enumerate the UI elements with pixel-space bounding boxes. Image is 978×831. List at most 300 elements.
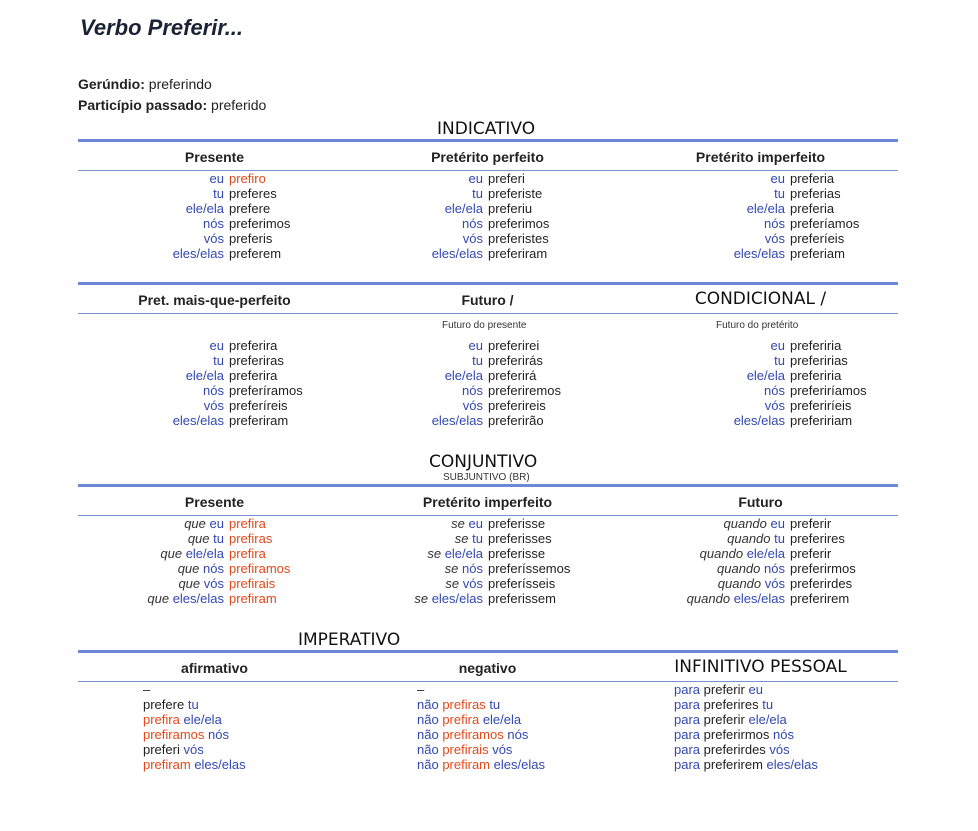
gerund-label: Gerúndio: xyxy=(78,76,145,92)
conjugation-row xyxy=(337,246,610,261)
header-perfeito: Pretérito perfeito xyxy=(431,149,544,165)
pronoun xyxy=(78,171,229,186)
pronoun-text: ele/ela xyxy=(185,546,224,561)
conjugation-row xyxy=(78,591,351,606)
pronoun xyxy=(639,531,790,546)
col-conj-futuro xyxy=(639,516,912,606)
conjugation-row xyxy=(337,216,610,231)
verb-form: preferirão xyxy=(488,413,544,428)
pronoun xyxy=(337,516,488,531)
pronoun xyxy=(78,383,229,398)
conjugation-row xyxy=(78,171,351,186)
header-infinitivo: INFINITIVO PESSOAL xyxy=(674,657,847,677)
pronoun-text: nós xyxy=(203,561,224,576)
verb-form: preferistes xyxy=(488,231,549,246)
conjuntivo-heading: CONJUNTIVO xyxy=(429,452,538,472)
verb-form: preferirdes xyxy=(703,742,766,757)
conjugation-row xyxy=(337,516,610,531)
col-imp-negativo xyxy=(417,682,690,772)
pronoun xyxy=(78,368,229,383)
pronoun-text: eles/elas xyxy=(172,413,224,428)
conjugation-row xyxy=(639,368,912,383)
pronoun xyxy=(78,546,229,561)
verb-form: preferir xyxy=(790,516,832,531)
pronoun xyxy=(78,246,229,261)
pronoun-text: eu xyxy=(468,171,483,186)
pronoun xyxy=(337,413,488,428)
imperative-row xyxy=(143,697,416,712)
conjunction: que xyxy=(187,531,210,546)
pronoun-text: tu xyxy=(489,697,501,712)
conjunction: se xyxy=(427,546,442,561)
pronoun-text: vós xyxy=(462,231,483,246)
conjunction: se xyxy=(444,561,459,576)
conjugation-row xyxy=(78,576,351,591)
pronoun-text: tu xyxy=(774,353,785,368)
page-title: Verbo Preferir... xyxy=(80,15,244,40)
verb-form: prefiramos xyxy=(442,727,504,742)
conjugation-row xyxy=(78,246,351,261)
divider xyxy=(78,650,898,653)
pronoun xyxy=(337,338,488,353)
pronoun xyxy=(639,338,790,353)
conjugation-row xyxy=(337,171,610,186)
conjugation-row xyxy=(78,216,351,231)
pronoun-text: eles/elas xyxy=(172,246,224,261)
header-presente: Presente xyxy=(184,149,245,165)
pronoun-text: nós xyxy=(208,727,230,742)
pronoun-text: eles/elas xyxy=(431,413,483,428)
verb-form: preferem xyxy=(229,246,282,261)
conjugation-row xyxy=(78,398,351,413)
pronoun-text: ele/ela xyxy=(748,712,787,727)
verb-form: prefiro xyxy=(229,171,266,186)
col-conj-presente xyxy=(78,516,351,606)
conjunction: que xyxy=(178,576,201,591)
pronoun-text: nós xyxy=(764,383,785,398)
col-ind-perfeito xyxy=(337,171,610,261)
pronoun-text: eu xyxy=(209,516,224,531)
pronoun xyxy=(337,531,488,546)
header-conj-imperfeito: Pretérito imperfeito xyxy=(422,494,553,510)
conjunction: se xyxy=(454,531,469,546)
negation: não xyxy=(417,712,439,727)
conjunction: que xyxy=(160,546,183,561)
pronoun xyxy=(639,413,790,428)
pronoun-text: ele/ela xyxy=(746,546,785,561)
pronoun-text: eu xyxy=(468,338,483,353)
infinitive-row xyxy=(674,682,947,697)
conjugation-row xyxy=(78,368,351,383)
pronoun xyxy=(78,201,229,216)
pronoun-text: eles/elas xyxy=(493,757,545,772)
pronoun-text: vós xyxy=(764,576,785,591)
conjugation-row xyxy=(639,231,912,246)
sub-futuro-preterito: Futuro do pretérito xyxy=(716,320,799,331)
pronoun-text: nós xyxy=(203,383,224,398)
verb-form: preferíeis xyxy=(790,231,845,246)
verb-form: prefira xyxy=(442,712,480,727)
pronoun xyxy=(639,561,790,576)
conjunction: quando xyxy=(686,591,731,606)
verb-form: preferisse xyxy=(488,516,546,531)
pronoun xyxy=(78,231,229,246)
header-afirmativo: afirmativo xyxy=(181,660,248,676)
verb-form: preferias xyxy=(790,186,841,201)
col-imp-afirmativo xyxy=(143,682,416,772)
preposition: para xyxy=(674,712,701,727)
col-conj-imperfeito xyxy=(337,516,610,606)
verb-form: preferiam xyxy=(790,246,845,261)
verb-form: preferira xyxy=(229,338,278,353)
preposition: para xyxy=(674,757,701,772)
imperative-row xyxy=(143,727,416,742)
conjugation-row xyxy=(78,338,351,353)
col-ind-futuro xyxy=(337,338,610,428)
pronoun-text: tu xyxy=(472,186,483,201)
divider xyxy=(78,282,898,285)
participle-line xyxy=(78,97,266,113)
verb-form: preferimos xyxy=(488,216,550,231)
pronoun xyxy=(78,216,229,231)
divider xyxy=(78,484,898,487)
pronoun-text: eles/elas xyxy=(766,757,818,772)
col-ind-presente xyxy=(78,171,351,261)
verb-form: prefiras xyxy=(442,697,486,712)
verb-form: prefiram xyxy=(442,757,491,772)
verb-form: prefiram xyxy=(229,591,277,606)
conjugation-row xyxy=(639,338,912,353)
conjugation-row xyxy=(337,186,610,201)
imperativo-heading: IMPERATIVO xyxy=(298,630,401,650)
verb-form: prefiramos xyxy=(143,727,205,742)
conjugation-row xyxy=(337,398,610,413)
negation: não xyxy=(417,757,439,772)
verb-form: preferireis xyxy=(488,398,546,413)
verb-form: preferirmos xyxy=(703,727,770,742)
pronoun-text: eu xyxy=(770,338,785,353)
pronoun xyxy=(337,398,488,413)
divider xyxy=(78,139,898,142)
verb-form: preferiram xyxy=(488,246,548,261)
pronoun-text: vós xyxy=(769,742,790,757)
conjugation-row xyxy=(337,201,610,216)
conjugation-row xyxy=(78,231,351,246)
conjugation-row xyxy=(337,591,610,606)
pronoun-text: nós xyxy=(773,727,794,742)
pronoun-text: eles/elas xyxy=(431,246,483,261)
verb-form: preferíreis xyxy=(229,398,288,413)
pronoun xyxy=(337,246,488,261)
pronoun-text: vós xyxy=(764,231,785,246)
conjugation-row xyxy=(78,383,351,398)
conjugation-row xyxy=(639,561,912,576)
imperative-row xyxy=(417,712,690,727)
dash: – xyxy=(417,682,425,697)
conjunction: que xyxy=(184,516,206,531)
participle-value: preferido xyxy=(211,97,267,113)
pronoun xyxy=(337,186,488,201)
pronoun xyxy=(78,531,229,546)
pronoun-text: ele/ela xyxy=(444,546,483,561)
verb-form: prefiramos xyxy=(229,561,291,576)
conjugation-row xyxy=(78,561,351,576)
verb-form: preferíssemos xyxy=(488,561,571,576)
verb-form: prefeririam xyxy=(790,413,853,428)
conjugation-row xyxy=(78,353,351,368)
pronoun xyxy=(639,576,790,591)
conjunction: que xyxy=(177,561,200,576)
imperative-row xyxy=(417,697,690,712)
verb-form: preferia xyxy=(790,171,835,186)
pronoun-text: eu xyxy=(748,682,763,697)
participle-label: Particípio passado: xyxy=(78,97,208,113)
conjugation-row xyxy=(639,353,912,368)
pronoun-text: ele/ela xyxy=(444,201,483,216)
pronoun xyxy=(639,246,790,261)
pronoun xyxy=(337,546,488,561)
pronoun-text: vós xyxy=(203,576,224,591)
verb-form: preferísseis xyxy=(488,576,556,591)
conjugation-row xyxy=(639,591,912,606)
verb-form: preferirdes xyxy=(790,576,853,591)
pronoun xyxy=(639,171,790,186)
conjugation-row xyxy=(337,576,610,591)
pronoun xyxy=(78,398,229,413)
verb-form: preferes xyxy=(229,186,277,201)
conjunction: quando xyxy=(717,576,762,591)
pronoun-text: ele/ela xyxy=(746,368,785,383)
pronoun-text: eles/elas xyxy=(172,591,224,606)
preposition: para xyxy=(674,727,701,742)
verb-form: preferiu xyxy=(488,201,533,216)
dash: – xyxy=(143,682,151,697)
pronoun xyxy=(78,413,229,428)
pronoun-text: eles/elas xyxy=(431,591,483,606)
verb-form: prefira xyxy=(143,712,180,727)
header-futuro: Futuro / xyxy=(461,292,514,308)
pronoun xyxy=(639,201,790,216)
pronoun-text: vós xyxy=(764,398,785,413)
imperative-row xyxy=(143,757,416,772)
conjunction: se xyxy=(451,516,465,531)
conjugation-row xyxy=(639,398,912,413)
pronoun-text: vós xyxy=(492,742,513,757)
verb-form: preferir xyxy=(790,546,832,561)
conjugation-row xyxy=(639,171,912,186)
pronoun xyxy=(639,398,790,413)
conjugation-row xyxy=(78,413,351,428)
verb-form: preferiste xyxy=(488,186,543,201)
pronoun xyxy=(639,353,790,368)
conjugation-row xyxy=(337,368,610,383)
verb-form: preferirei xyxy=(488,338,540,353)
pronoun-text: nós xyxy=(203,216,224,231)
verb-form: preferi xyxy=(143,742,180,757)
verb-form: preferíramos xyxy=(229,383,303,398)
pronoun-text: tu xyxy=(762,697,774,712)
verb-form: preferi xyxy=(488,171,525,186)
gerund-line xyxy=(78,76,212,92)
pronoun xyxy=(78,353,229,368)
imperative-row xyxy=(417,742,690,757)
pronoun-text: tu xyxy=(213,186,224,201)
infinitive-row xyxy=(674,697,947,712)
pronoun-text: eles/elas xyxy=(733,591,785,606)
verb-form: prefira xyxy=(229,546,266,561)
col-infinitivo-pessoal xyxy=(674,682,947,772)
conjugation-row xyxy=(337,338,610,353)
conjunction: quando xyxy=(723,516,767,531)
pronoun-text: ele/ela xyxy=(444,368,483,383)
header-negativo: negativo xyxy=(458,660,517,676)
pronoun-text: tu xyxy=(213,531,224,546)
pronoun-text: eu xyxy=(770,516,785,531)
pronoun-text: nós xyxy=(764,216,785,231)
verb-form: preferirá xyxy=(488,368,537,383)
pronoun xyxy=(639,383,790,398)
pronoun-text: eu xyxy=(209,171,224,186)
conjugation-row xyxy=(337,383,610,398)
negation: não xyxy=(417,727,439,742)
verb-form: prefirais xyxy=(442,742,489,757)
preposition: para xyxy=(674,742,701,757)
imperative-row xyxy=(143,712,416,727)
infinitive-row xyxy=(674,757,947,772)
pronoun-text: tu xyxy=(213,353,224,368)
conjugation-row xyxy=(337,531,610,546)
pronoun xyxy=(337,383,488,398)
pronoun xyxy=(78,186,229,201)
header-condicional: CONDICIONAL / xyxy=(694,289,827,309)
verb-form: prefiras xyxy=(229,531,273,546)
infinitive-row xyxy=(674,712,947,727)
pronoun xyxy=(78,338,229,353)
pronoun xyxy=(639,231,790,246)
pronoun-text: ele/ela xyxy=(482,712,522,727)
conjugation-row xyxy=(337,353,610,368)
pronoun-text: nós xyxy=(462,561,483,576)
verb-form: preferiria xyxy=(790,368,842,383)
verb-form: prefiram xyxy=(143,757,191,772)
conjugation-row xyxy=(337,231,610,246)
indicativo-heading: INDICATIVO xyxy=(437,119,536,139)
pronoun xyxy=(337,591,488,606)
pronoun xyxy=(337,201,488,216)
conjunction: quando xyxy=(699,546,744,561)
conjugation-row xyxy=(78,546,351,561)
conjunction: que xyxy=(147,591,170,606)
pronoun-text: nós xyxy=(462,383,483,398)
pronoun xyxy=(337,368,488,383)
conjugation-row xyxy=(639,201,912,216)
pronoun-text: vós xyxy=(183,742,204,757)
pronoun-text: eles/elas xyxy=(733,246,785,261)
pronoun-text: eu xyxy=(468,516,483,531)
preposition: para xyxy=(674,682,701,697)
subjuntivo-note: SUBJUNTIVO (BR) xyxy=(443,472,530,483)
conjugation-row xyxy=(639,546,912,561)
conjugation-row xyxy=(639,383,912,398)
header-imperfeito: Pretérito imperfeito xyxy=(695,149,826,165)
verb-form: preferisse xyxy=(488,546,546,561)
pronoun xyxy=(78,516,229,531)
pronoun-text: ele/ela xyxy=(746,201,785,216)
negation: não xyxy=(417,742,439,757)
pronoun-text: ele/ela xyxy=(185,201,224,216)
conjugation-row xyxy=(78,531,351,546)
verb-form: preferires xyxy=(790,531,845,546)
pronoun-text: eu xyxy=(209,338,224,353)
verb-form: preferíamos xyxy=(790,216,860,231)
verb-form: prefere xyxy=(229,201,271,216)
pronoun-text: vós xyxy=(462,576,483,591)
conjugation-row xyxy=(78,201,351,216)
verb-form: preferiremos xyxy=(488,383,561,398)
verb-form: prefere xyxy=(143,697,185,712)
verb-form: preferis xyxy=(229,231,273,246)
imperative-row xyxy=(143,742,416,757)
verb-form: preferirem xyxy=(703,757,763,772)
verb-form: preferirás xyxy=(488,353,543,368)
pronoun xyxy=(639,186,790,201)
conjunction: se xyxy=(445,576,460,591)
pronoun xyxy=(337,576,488,591)
header-mais-que-perfeito: Pret. mais-que-perfeito xyxy=(138,292,291,308)
pronoun-text: nós xyxy=(507,727,529,742)
pronoun-text: vós xyxy=(203,231,224,246)
col-ind-imperfeito xyxy=(639,171,912,261)
verb-form: preferia xyxy=(790,201,835,216)
pronoun xyxy=(337,171,488,186)
imperative-row xyxy=(417,727,690,742)
verb-form: preferiríeis xyxy=(790,398,852,413)
pronoun xyxy=(337,353,488,368)
verb-form: preferira xyxy=(229,368,278,383)
pronoun-text: tu xyxy=(187,697,199,712)
conjugation-row xyxy=(639,576,912,591)
pronoun-text: eles/elas xyxy=(194,757,246,772)
conjugation-row xyxy=(639,216,912,231)
pronoun xyxy=(337,561,488,576)
col-ind-condicional xyxy=(639,338,912,428)
conjugation-row xyxy=(337,546,610,561)
verb-form: preferir xyxy=(703,682,745,697)
pronoun xyxy=(337,216,488,231)
pronoun-text: vós xyxy=(462,398,483,413)
verb-form: preferires xyxy=(703,697,759,712)
pronoun xyxy=(639,516,790,531)
pronoun-text: tu xyxy=(472,531,483,546)
verb-form: preferiríamos xyxy=(790,383,867,398)
verb-form: preferirias xyxy=(790,353,848,368)
header-conj-presente: Presente xyxy=(184,494,245,510)
pronoun xyxy=(337,231,488,246)
gerund-value: preferindo xyxy=(148,76,212,92)
conjunction: se xyxy=(414,591,429,606)
verb-form: preferir xyxy=(703,712,745,727)
pronoun xyxy=(78,576,229,591)
conjugation-row xyxy=(639,246,912,261)
pronoun xyxy=(639,546,790,561)
pronoun xyxy=(78,591,229,606)
conjugation-row xyxy=(78,186,351,201)
conjugation-row xyxy=(639,516,912,531)
pronoun xyxy=(639,591,790,606)
pronoun-text: eu xyxy=(770,171,785,186)
conjunction: quando xyxy=(717,561,761,576)
verb-form: preferirem xyxy=(790,591,850,606)
